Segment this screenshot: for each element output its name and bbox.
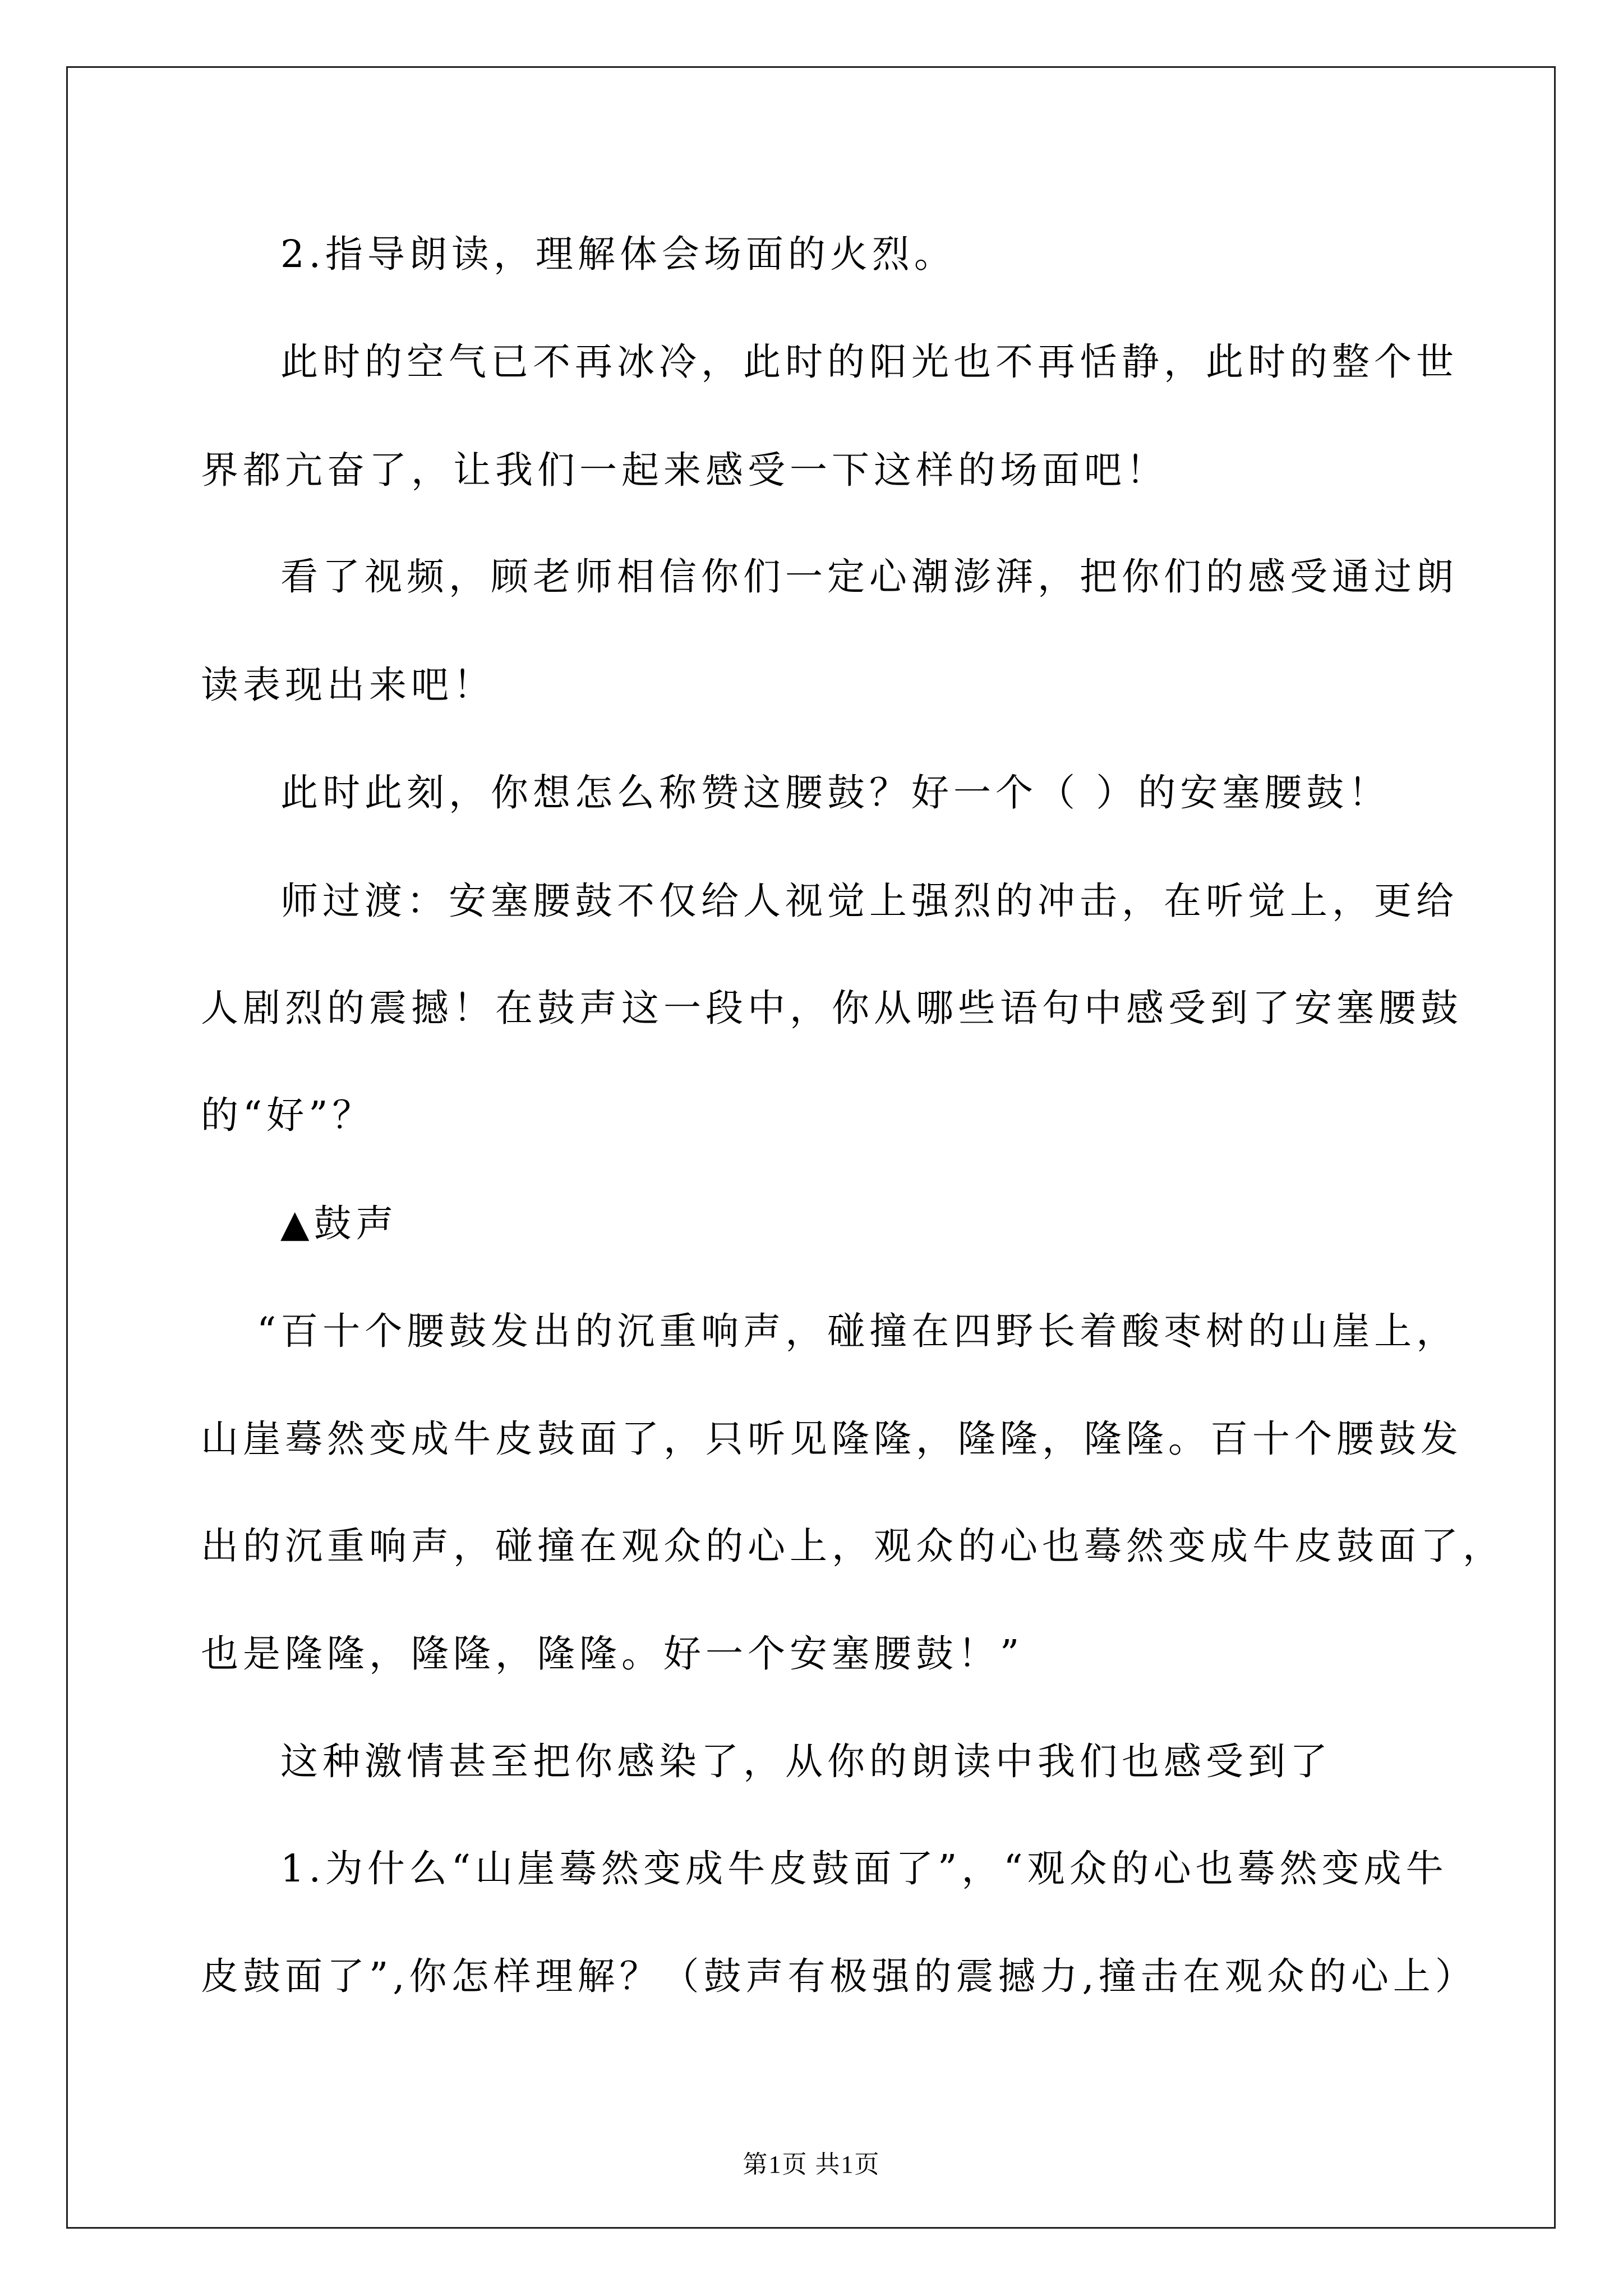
section-heading-drum-sound: ▲鼓声 xyxy=(280,1202,398,1245)
paragraph-line-4: 看了视频，顾老师相信你们一定心潮澎湃，把你们的感受通过朗 xyxy=(280,555,1458,599)
question-line-1: 1.为什么“山崖蓦然变成牛皮鼓面了”，“观众的心也蓦然变成牛 xyxy=(280,1847,1448,1890)
paragraph-line-7: 师过渡：安塞腰鼓不仅给人视觉上强烈的冲击，在听觉上，更给 xyxy=(280,879,1458,923)
paragraph-line-6: 此时此刻，你想怎么称赞这腰鼓？好一个（ ）的安塞腰鼓！ xyxy=(280,771,1391,815)
quote-line-3: 出的沉重响声，碰撞在观众的心上，观众的心也蓦然变成牛皮鼓面了， xyxy=(201,1524,1505,1568)
paragraph-line-8: 人剧烈的震撼！在鼓声这一段中，你从哪些语句中感受到了安塞腰鼓 xyxy=(201,986,1463,1030)
paragraph-line-3: 界都亢奋了，让我们一起来感受一下这样的场面吧！ xyxy=(201,448,1168,492)
paragraph-line-15: 这种激情甚至把你感染了，从你的朗读中我们也感受到了 xyxy=(280,1740,1332,1783)
paragraph-line-1: 2.指导朗读，理解体会场面的火烈。 xyxy=(280,232,956,276)
question-line-2: 皮鼓面了”,你怎样理解？（鼓声有极强的震撼力,撞击在观众的心上） xyxy=(201,1954,1477,1998)
page-frame xyxy=(66,66,1556,2229)
paragraph-line-2: 此时的空气已不再冰冷，此时的阳光也不再恬静，此时的整个世 xyxy=(280,340,1458,384)
page-footer: 第1页 共1页 xyxy=(743,2151,880,2178)
paragraph-line-9: 的“好”？ xyxy=(201,1093,375,1137)
quote-line-1: “百十个腰鼓发出的沉重响声，碰撞在四野长着酸枣树的山崖上， xyxy=(257,1309,1459,1353)
quote-line-2: 山崖蓦然变成牛皮鼓面了，只听见隆隆，隆隆，隆隆。百十个腰鼓发 xyxy=(201,1417,1463,1461)
quote-line-4: 也是隆隆，隆隆，隆隆。好一个安塞腰鼓！” xyxy=(201,1632,1024,1676)
paragraph-line-5: 读表现出来吧！ xyxy=(201,663,495,707)
